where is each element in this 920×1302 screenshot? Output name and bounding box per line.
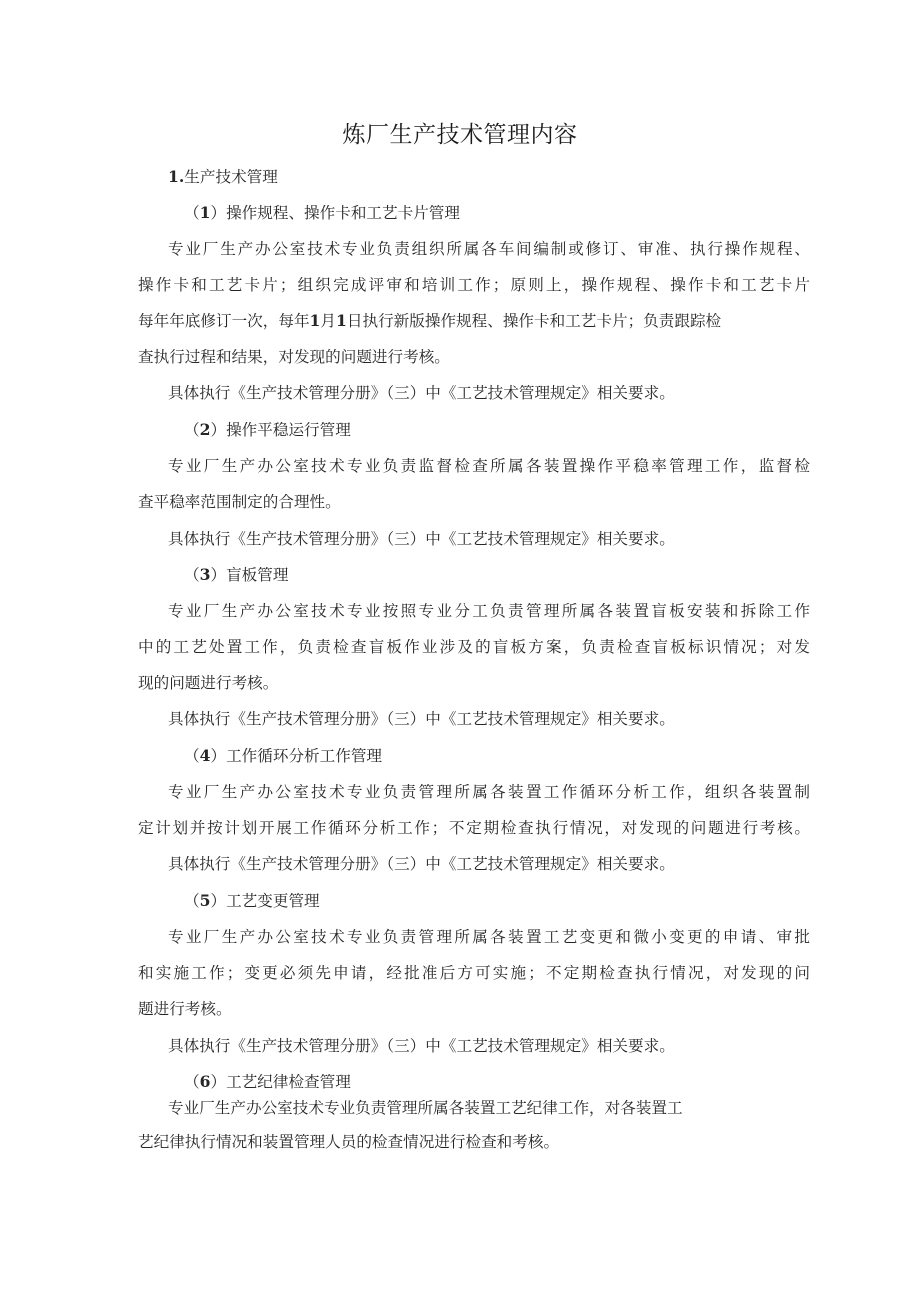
paragraph-line: 每年年底修订一次，每年1月1日执行新版操作规程、操作卡和工艺卡片；负责跟踪检 — [138, 311, 722, 330]
item-heading: （2）操作平稳运行管理 — [184, 420, 351, 439]
paragraph-line: 定计划并按计划开展工作循环分析工作；不定期检查执行情况，对发现的问题进行考核。 — [138, 819, 810, 837]
paragraph-line: 专业厂生产办公室技术专业负责管理所属各装置工作循环分析工作，组织各装置制 — [168, 783, 810, 801]
item-number: 6 — [199, 1072, 211, 1091]
reference-line: 具体执行《生产技术管理分册》（三）中《工艺技术管理规定》相关要求。 — [168, 855, 675, 873]
item-title: 操作平稳运行管理 — [226, 421, 351, 439]
paragraph-line: 中的工艺处置工作，负责检查盲板作业涉及的盲板方案，负责检查盲板标识情况；对发 — [138, 638, 810, 656]
item-number: 3 — [199, 565, 211, 584]
item-title: 盲板管理 — [226, 566, 289, 584]
item-heading: （3）盲板管理 — [184, 565, 289, 584]
item-number: 5 — [199, 891, 211, 910]
paragraph-line: 现的问题进行考核。 — [138, 674, 279, 692]
paragraph-line: 题进行考核。 — [138, 1000, 232, 1018]
reference-line: 具体执行《生产技术管理分册》（三）中《工艺技术管理规定》相关要求。 — [168, 384, 675, 402]
item-number: 2 — [199, 420, 211, 439]
date-day: 1 — [336, 311, 347, 330]
item-number: 4 — [199, 746, 211, 765]
section-title: 生产技术管理 — [184, 168, 278, 186]
item-title: 工艺变更管理 — [226, 892, 320, 910]
item-heading: （4）工作循环分析工作管理 — [184, 746, 383, 765]
paragraph-line: 艺纪律执行情况和装置管理人员的检查情况进行检查和考核。 — [138, 1133, 560, 1151]
item-number: 1 — [199, 203, 211, 222]
paragraph-line: 专业厂生产办公室技术专业负责管理所属各装置工艺纪律工作，对各装置工 — [168, 1099, 683, 1117]
reference-line: 具体执行《生产技术管理分册》（三）中《工艺技术管理规定》相关要求。 — [168, 1037, 675, 1055]
date-month: 1 — [309, 311, 321, 330]
reference-line: 具体执行《生产技术管理分册》（三）中《工艺技术管理规定》相关要求。 — [168, 710, 675, 728]
paragraph-line: 和实施工作；变更必须先申请，经批准后方可实施；不定期检查执行情况，对发现的问 — [138, 964, 810, 982]
item-heading: （5）工艺变更管理 — [184, 891, 320, 910]
paragraph-line: 专业厂生产办公室技术专业负责组织所属各车间编制或修订、审准、执行操作规程、 — [168, 240, 810, 258]
item-heading: （1）操作规程、操作卡和工艺卡片管理 — [184, 203, 460, 222]
paragraph-line: 专业厂生产办公室技术专业负责管理所属各装置工艺变更和微小变更的申请、审批 — [168, 928, 810, 946]
paragraph-line: 操作卡和工艺卡片；组织完成评审和培训工作；原则上，操作规程、操作卡和工艺卡片 — [138, 276, 810, 294]
document-title: 炼厂生产技术管理内容 — [342, 122, 578, 148]
section-heading — [168, 165, 810, 189]
item-title: 工艺纪律检查管理 — [226, 1073, 351, 1091]
paragraph-line: 专业厂生产办公室技术专业按照专业分工负责管理所属各装置盲板安装和拆除工作 — [168, 602, 810, 620]
item-title: 操作规程、操作卡和工艺卡片管理 — [226, 204, 460, 222]
item-heading: （6）工艺纪律检查管理 — [184, 1072, 351, 1091]
paragraph-line: 查执行过程和结果，对发现的问题进行考核。 — [138, 348, 450, 366]
paragraph-line: 专业厂生产办公室技术专业负责监督检查所属各装置操作平稳率管理工作，监督检 — [168, 457, 810, 475]
paragraph-line: 查平稳率范围制定的合理性。 — [138, 493, 341, 511]
reference-line: 具体执行《生产技术管理分册》（三）中《工艺技术管理规定》相关要求。 — [168, 530, 675, 548]
section-number: 1. — [168, 167, 185, 186]
item-title: 工作循环分析工作管理 — [226, 747, 383, 765]
